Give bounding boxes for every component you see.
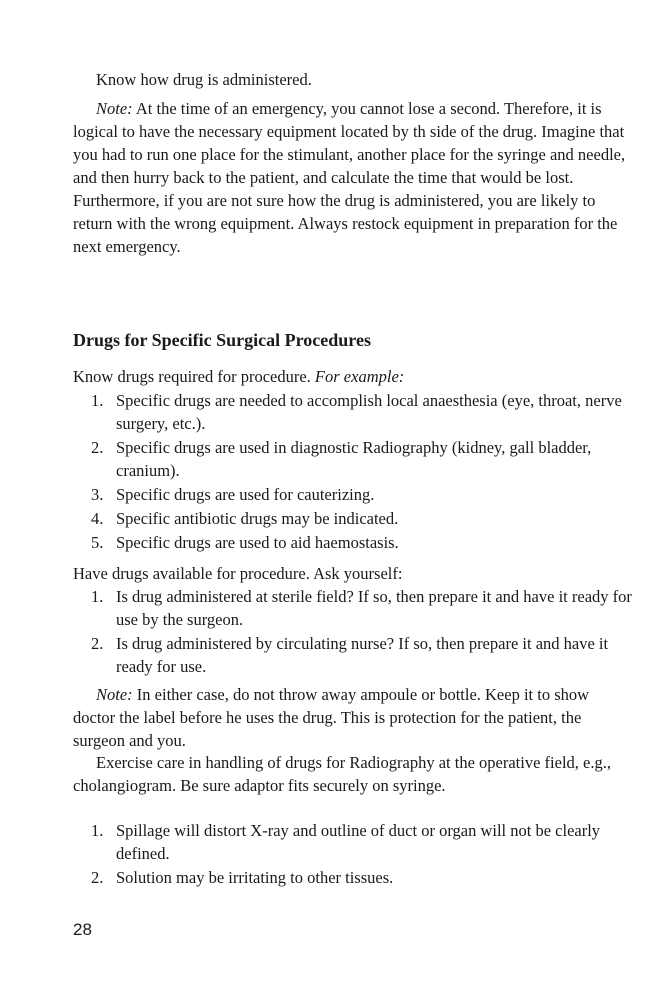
list-item-text: Specific drugs are used for cauterizing. [116, 485, 375, 504]
procedure-drugs-list [73, 389, 638, 555]
list-item [73, 632, 638, 678]
list-item-number: 2. [91, 438, 104, 457]
intro-example: For example: [314, 367, 405, 386]
list-item-number: 2. [91, 868, 104, 887]
list-item [73, 585, 638, 631]
list-item-number: 2. [91, 634, 104, 653]
list-item [73, 389, 638, 435]
list-item-text: Spillage will distort X-ray and outline of duct or organ will not be clearly defined. [116, 821, 601, 863]
list-item-text: Specific drugs are used in diagnostic Radiography (kidney, gall bladder, cranium). [116, 438, 592, 480]
exercise-paragraph: Exercise care in handling of drugs for Radiography at the operative field, e.g., cholangiogram. Be sure adaptor fits securely on syringe. [73, 753, 611, 795]
radiography-list [73, 819, 638, 890]
list-item-number: 1. [91, 821, 104, 840]
note-text: In either case, do not throw away ampoule or bottle. Keep it to show doctor the label before he uses the drug. This is protection for the patient, the surgeon and you. [73, 685, 590, 750]
list-item [73, 483, 638, 506]
list-item-number: 1. [91, 587, 104, 606]
section-heading: Drugs for Specific Surgical Procedures [73, 330, 371, 350]
list-item-number: 3. [91, 485, 104, 504]
list-item-text: Solution may be irritating to other tissues. [116, 868, 394, 887]
administration-list [73, 585, 638, 679]
intro-text: Know drugs required for procedure. [73, 367, 315, 386]
list-item-text: Is drug administered by circulating nurse? If so, then prepare it and have it ready for use. [116, 634, 609, 676]
list-item-text: Specific drugs are used to aid haemostasis. [116, 533, 399, 552]
note-label: Note: [96, 99, 133, 118]
list-item [73, 436, 638, 482]
list-item-text: Specific drugs are needed to accomplish local anaesthesia (eye, throat, nerve surgery, etc.). [116, 391, 622, 433]
intro-paragraph [73, 365, 633, 388]
note-label: Note: [96, 685, 133, 704]
list-item [73, 866, 638, 889]
list-item [73, 531, 638, 554]
note-ampoule [73, 683, 633, 752]
list-item [73, 507, 638, 530]
list-item-text: Is drug administered at sterile field? If so, then prepare it and have it ready for use by the surgeon. [116, 587, 632, 629]
have-drugs-paragraph: Have drugs available for procedure. Ask yourself: [73, 564, 403, 583]
note-text: At the time of an emergency, you cannot lose a second. Therefore, it is logical to have the necessary equipment located by th side of the drug. Imagine that you had to run one place for the stimulant, another place for the syringe and needle, and then hurry back to the patient, and calculate the time that would be lost. Furthermore, if you are not sure how the drug is administered, you are likely to return with the wrong equipment. Always restock equipment in preparation for the next emergency. [73, 99, 626, 256]
paragraph-administered: Know how drug is administered. [96, 70, 312, 89]
page-number: 28 [73, 920, 92, 939]
list-item [73, 819, 638, 865]
list-item-number: 5. [91, 533, 104, 552]
list-item-text: Specific antibiotic drugs may be indicated. [116, 509, 399, 528]
note-emergency [73, 97, 633, 258]
list-item-number: 1. [91, 391, 104, 410]
list-item-number: 4. [91, 509, 104, 528]
